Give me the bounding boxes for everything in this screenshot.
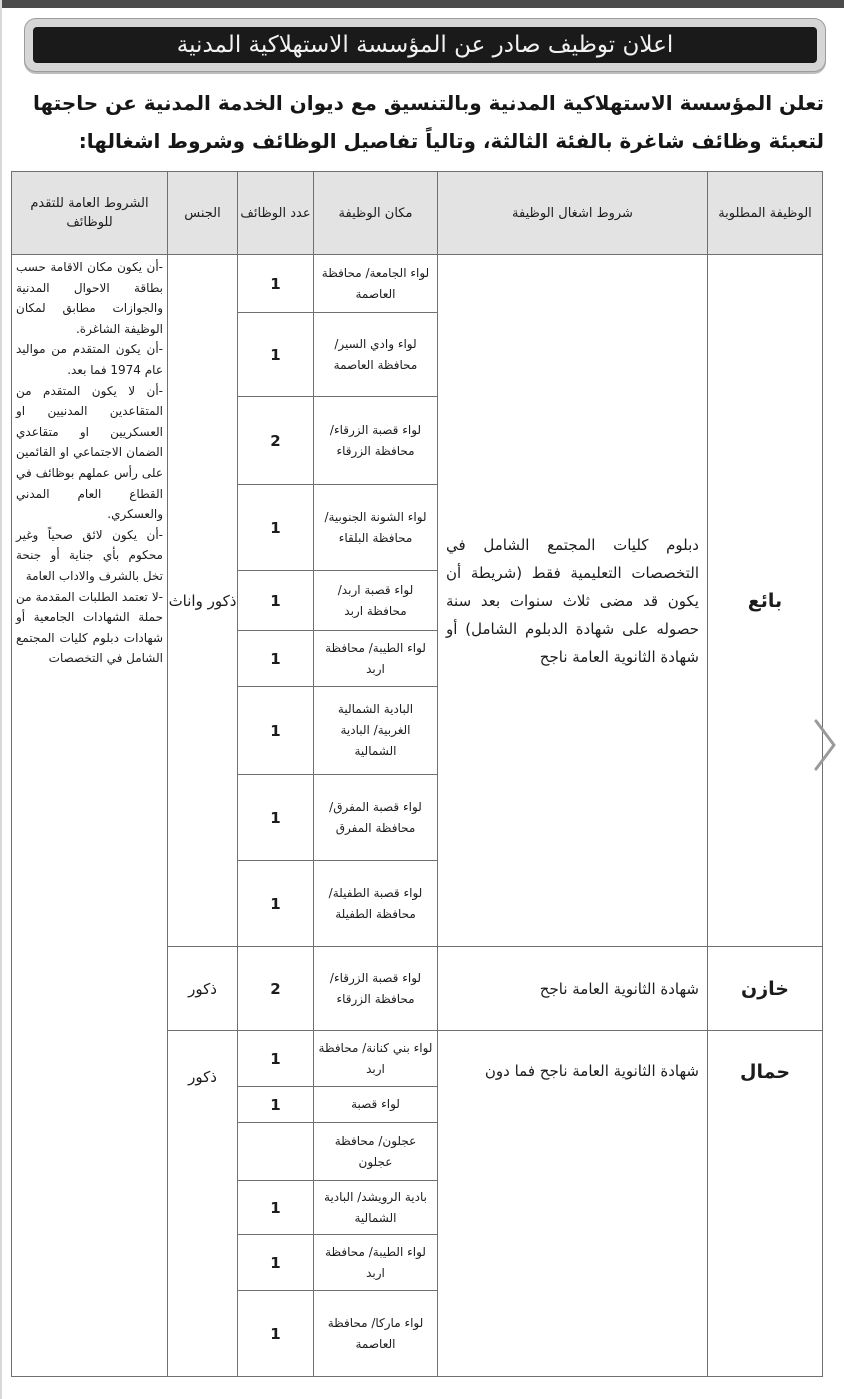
- location-cell: البادية الشمالية الغربية/ البادية الشمالية: [314, 687, 438, 775]
- location-cell: لواء قصبة الطفيلة/ محافظة الطفيلة: [314, 861, 438, 947]
- general-condition-item: -أن يكون لائق صحياً وغير محكوم بأي جناية أو جنحة تخل بالشرف والاداب العامة: [16, 527, 163, 583]
- count-cell: 1: [238, 1235, 314, 1291]
- intro-paragraph: تعلن المؤسسة الاستهلاكية المدنية وبالتنسيق مع ديوان الخدمة المدنية عن حاجتها لتعبئة وظائف شاغرة بالفئة الثالثة، وتالياً تفاصيل الوظائف وشروط اشغالها:: [32, 91, 824, 153]
- location-cell: لواء قصبة: [314, 1087, 438, 1123]
- general-condition-item: -أن يكون المتقدم من مواليد عام 1974 فما بعد.: [16, 342, 163, 377]
- title-frame: [24, 18, 826, 72]
- gender-cell: ذكور واناث: [168, 255, 238, 947]
- count-cell: 2: [238, 397, 314, 485]
- location-cell: لواء الجامعة/ محافظة العاصمة: [314, 255, 438, 313]
- location-cell: لواء الشونة الجنوبية/ محافظة البلقاء: [314, 485, 438, 571]
- count-cell: 1: [238, 571, 314, 631]
- job-title-cell: خازن: [708, 947, 823, 1031]
- count-cell: 2: [238, 947, 314, 1031]
- job-title-cell: بائع: [708, 255, 823, 947]
- count-cell: 1: [238, 861, 314, 947]
- gender-cell: ذكور: [168, 947, 238, 1031]
- count-cell: 1: [238, 1087, 314, 1123]
- top-bar: [0, 0, 844, 8]
- header-general: الشروط العامة للتقدم للوظائف: [12, 172, 168, 255]
- jobs-table: [11, 171, 823, 1377]
- general-condition-item: -لا تعتمد الطلبات المقدمة من حملة الشهادات الجامعية أو شهادات دبلوم كليات المجتمع الشامل في التخصصات: [16, 589, 163, 666]
- count-cell: 1: [238, 255, 314, 313]
- gender-cell: ذكور: [168, 1031, 238, 1377]
- header-conditions: شروط اشغال الوظيفة: [438, 172, 708, 255]
- count-cell: 1: [238, 1291, 314, 1377]
- header-title: الوظيفة المطلوبة: [708, 172, 823, 255]
- page-title: اعلان توظيف صادر عن المؤسسة الاستهلاكية المدنية: [33, 27, 817, 63]
- job-conditions-cell: دبلوم كليات المجتمع الشامل في التخصصات التعليمية فقط (شريطة أن يكون قد مضى ثلاث سنوات بعد سنة حصوله على شهادة الدبلوم الشامل) أو شهادة الثانوية العامة ناجح: [438, 255, 708, 947]
- header-gender: الجنس: [168, 172, 238, 255]
- count-cell: [238, 1123, 314, 1181]
- count-cell: 1: [238, 775, 314, 861]
- header-count: عدد الوظائف: [238, 172, 314, 255]
- general-condition-item: -أن لا يكون المتقدم من المتقاعدين المدنيين او العسكريين او متقاعدي الضمان الاجتماعي او القائمين على رأس عملهم بوظائف في القطاع العام المدني والعسكري.: [16, 383, 163, 522]
- count-cell: 1: [238, 631, 314, 687]
- location-cell: لواء الطيبة/ محافظة اربد: [314, 631, 438, 687]
- job-conditions-cell: شهادة الثانوية العامة ناجح فما دون: [438, 1031, 708, 1377]
- left-edge: [0, 0, 2, 1399]
- location-cell: لواء وادي السير/ محافظة العاصمة: [314, 313, 438, 397]
- location-cell: عجلون/ محافظة عجلون: [314, 1123, 438, 1181]
- location-cell: لواء قصبة الزرقاء/ محافظة الزرقاء: [314, 947, 438, 1031]
- location-cell: لواء بني كنانة/ محافظة اربد: [314, 1031, 438, 1087]
- location-cell: لواء قصبة الزرقاء/ محافظة الزرقاء: [314, 397, 438, 485]
- header-location: مكان الوظيفة: [314, 172, 438, 255]
- count-cell: 1: [238, 687, 314, 775]
- general-conditions-cell: [12, 255, 168, 1377]
- table-row: [12, 255, 823, 313]
- general-condition-item: -أن يكون مكان الاقامة حسب بطاقة الاحوال المدنية والجوازات مطابق لمكان الوظيفة الشاغرة.: [16, 260, 163, 336]
- location-cell: لواء قصبة اربد/ محافظة اربد: [314, 571, 438, 631]
- table-header-row: [12, 172, 823, 255]
- count-cell: 1: [238, 485, 314, 571]
- location-cell: بادية الرويشد/ البادية الشمالية: [314, 1181, 438, 1235]
- location-cell: لواء ماركا/ محافظة العاصمة: [314, 1291, 438, 1377]
- count-cell: 1: [238, 1031, 314, 1087]
- location-cell: لواء الطيبة/ محافظة اربد: [314, 1235, 438, 1291]
- count-cell: 1: [238, 1181, 314, 1235]
- location-cell: لواء قصبة المفرق/ محافظة المفرق: [314, 775, 438, 861]
- chevron-right-icon[interactable]: [806, 715, 842, 775]
- count-cell: 1: [238, 313, 314, 397]
- job-title-cell: حمال: [708, 1031, 823, 1377]
- job-conditions-cell: شهادة الثانوية العامة ناجح: [438, 947, 708, 1031]
